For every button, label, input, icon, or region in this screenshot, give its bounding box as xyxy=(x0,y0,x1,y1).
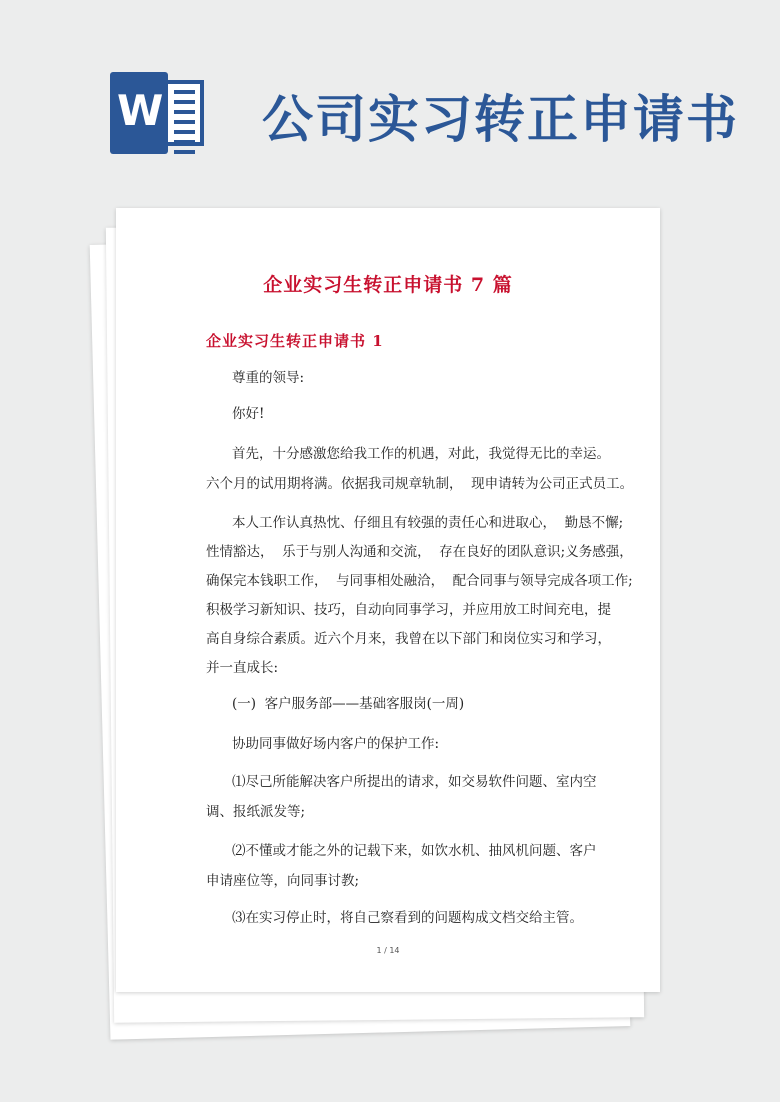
paragraph-line: 首先，十分感激您给我工作的机遇，对此，我觉得无比的幸运。 xyxy=(232,446,610,462)
paragraph-line: 确保完本钱职工作， 与同事相处融洽， 配合同事与领导完成各项工作; xyxy=(206,573,633,589)
paragraph-line: 并一直成长: xyxy=(206,660,279,676)
paragraph-line: 本人工作认真热忱、仔细且有较强的责任心和进取心， 勤恳不懈; xyxy=(232,515,624,531)
list-item-continued: 调、报纸派发等; xyxy=(206,804,306,820)
list-item: ⑶在实习停止时，将自己察看到的问题构成文档交给主管。 xyxy=(232,910,583,926)
paragraph-line: 六个月的试用期将满。依据我司规章轨制， 现申请转为公司正式员工。 xyxy=(206,476,634,492)
word-document-icon xyxy=(110,72,206,154)
list-item: ⑵不懂或才能之外的记载下来，如饮水机、抽风机问题、客户 xyxy=(232,843,597,859)
list-item-continued: 申请座位等，向同事讨教; xyxy=(206,873,360,889)
paragraph-line: 性情豁达， 乐于与别人沟通和交流， 存在良好的团队意识;义务感强， xyxy=(206,544,633,560)
paragraph-line: 协助同事做好场内客户的保护工作: xyxy=(232,736,440,752)
salutation: 尊重的领导: xyxy=(232,370,305,386)
banner-title: 公司实习转正申请书 xyxy=(262,91,740,150)
word-logo-letter: W xyxy=(117,86,164,135)
page-number: 1 / 14 xyxy=(376,946,400,955)
list-item: ⑴尽己所能解决客户所提出的请求，如交易软件问题、室内空 xyxy=(232,774,597,790)
list-heading: (一) 客户服务部——基础客服岗(一周) xyxy=(232,696,465,712)
section-title: 企业实习生转正申请书 1 xyxy=(206,332,384,350)
greeting: 你好! xyxy=(232,406,265,422)
document-title: 企业实习生转正申请书 7 篇 xyxy=(263,274,513,296)
banner xyxy=(0,0,780,200)
paragraph-line: 高自身综合素质。近六个月来，我曾在以下部门和岗位实习和学习， xyxy=(206,631,611,647)
document-page xyxy=(116,208,660,992)
paragraph-line: 积极学习新知识、技巧，自动向同事学习，并应用放工时间充电，提 xyxy=(206,602,611,618)
